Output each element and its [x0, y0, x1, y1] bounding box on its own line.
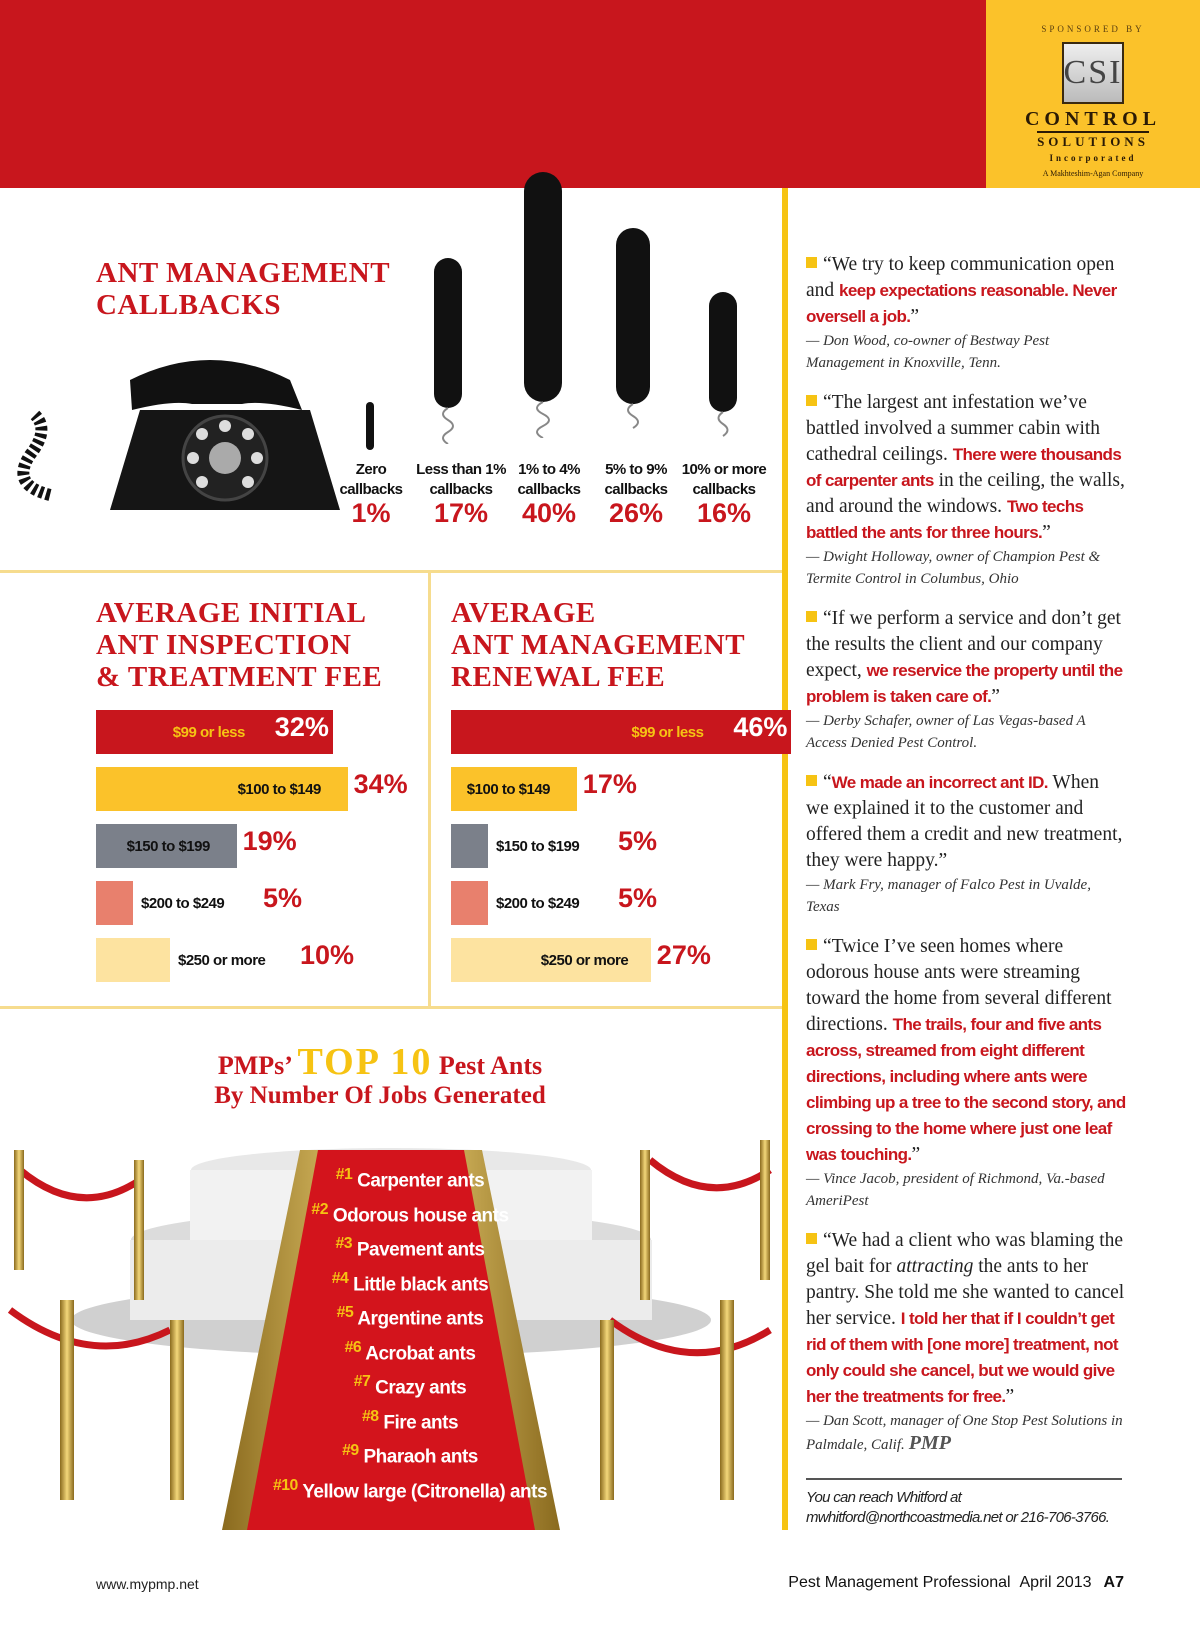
list-item: $^{\#3}$ Pavement ants: [335, 1235, 485, 1261]
quote-item: “We try to keep communication open and keep expectations reasonable. Never oversell a job.” — Don Wood, co-owner of Bestway Pest Management in Knoxville, Tenn.: [806, 252, 1126, 374]
callback-pct: 40%: [521, 498, 577, 528]
renewal_fee-bar-label: $250 or more: [540, 952, 629, 969]
inspection_fee-bar-pct: 10%: [300, 940, 355, 970]
header-banner: [0, 0, 986, 188]
callback-pct: 1%: [351, 498, 391, 528]
callback-label: 5% to 9% callbacks: [604, 461, 668, 498]
list-item: $^{\#5}$ Argentine ants: [336, 1304, 484, 1330]
section-divider: [428, 570, 431, 1006]
renewal_fee-bar-label: $200 to $249: [496, 895, 580, 912]
quote-attribution: — Mark Fry, manager of Falco Pest in Uvalde, Texas: [806, 877, 1091, 915]
renewal_fee-bar-pct: 5%: [618, 826, 658, 856]
list-item: $^{\#10}$ Yellow large (Citronella) ants: [272, 1476, 548, 1502]
inspection_fee-bar-label: $200 to $249: [141, 895, 225, 912]
renewal_fee-bar-pct: 5%: [618, 883, 658, 913]
bullet-square-icon: [806, 257, 817, 268]
quote-item: “If we perform a service and don’t get the results the client and our company expect, we reservice the property until the problem is taken care of.” — Derby Schafer, owner of Las Vegas-based A Access Denied Pest Control.: [806, 606, 1126, 754]
list-item: $^{\#9}$ Pharaoh ants: [342, 1442, 478, 1468]
column-divider: [782, 188, 788, 1530]
callback-label: Zero callbacks: [339, 461, 403, 498]
quote-attribution: — Derby Schafer, owner of Las Vegas-based A Access Denied Pest Control.: [806, 713, 1086, 751]
footer-publication: Pest Management Professional April 2013 A7: [788, 1574, 1124, 1591]
bullet-square-icon: [806, 775, 817, 786]
renewal_fee-bar-label: $99 or less: [631, 724, 704, 741]
list-item: $^{\#8}$ Fire ants: [361, 1407, 459, 1433]
handset-icon-10-or-more: [700, 288, 746, 438]
inspection_fee-bar: [96, 881, 133, 925]
renewal_fee-bar: [451, 824, 488, 868]
handset-icon-5-to-9: [606, 224, 660, 438]
handset-icon-zero: [360, 400, 380, 452]
sponsor-name-line1: CONTROL: [1024, 108, 1162, 130]
bullet-square-icon: [806, 611, 817, 622]
callback-label: 1% to 4% callbacks: [517, 461, 581, 498]
list-item: $^{\#6}$ Acrobat ants: [344, 1338, 476, 1364]
callbacks-title: ANT MANAGEMENT CALLBACKS: [96, 257, 391, 321]
inspection_fee-bar-pct: 5%: [263, 883, 303, 913]
quotes-column: [806, 252, 1126, 1472]
page-number: A7: [1103, 1574, 1124, 1591]
handset-icon-less-than-1: [424, 254, 472, 444]
quote-item: “We had a client who was blaming the gel bait for attracting the ants to her pantry. She told me she wanted to cancel her service. I told her that if I couldn’t get rid of them with [one more] treatment, not only could she cancel, but we would give her the treatments for free.” — Dan Scott, manager of One Stop Pest Solutions in Palmdale, Calif. PMP: [806, 1230, 1125, 1454]
handset-icon-1-to-4: [512, 168, 574, 438]
callback-label: Less than 1% callbacks: [416, 461, 506, 498]
list-item: $^{\#2}$ Odorous house ants: [311, 1200, 509, 1226]
bullet-square-icon: [806, 1233, 817, 1244]
renewal_fee-bar-label: $100 to $149: [466, 781, 551, 798]
quote-attribution: — Dan Scott, manager of One Stop Pest Solutions in Palmdale, Calif. PMP: [806, 1413, 1123, 1454]
list-item: $^{\#4}$ Little black ants: [331, 1269, 489, 1295]
contact-info: You can reach Whitford at mwhitford@northcoastmedia.net or 216-706-3766.: [806, 1489, 1110, 1526]
bullet-square-icon: [806, 395, 817, 406]
renewal_fee-bar-pct: 17%: [582, 769, 637, 799]
quote-attribution: — Vince Jacob, president of Richmond, Va.-based AmeriPest: [806, 1171, 1105, 1209]
callback-label: 10% or more callbacks: [681, 461, 767, 498]
inspection-fee-title: AVERAGE INITIAL ANT INSPECTION & TREATMENT FEE: [96, 597, 383, 693]
inspection_fee-bar-label: $150 to $199: [126, 838, 210, 855]
quote-item: “We made an incorrect ant ID. When we explained it to the customer and offered them a credit and new treatment, they were happy.” — Mark Fry, manager of Falco Pest in Uvalde, Texas: [806, 770, 1126, 918]
quote-attribution: — Dwight Holloway, owner of Champion Pest & Termite Control in Columbus, Ohio: [806, 549, 1101, 587]
callback-pct: 17%: [433, 498, 489, 528]
pmp-end-mark: PMP: [908, 1432, 951, 1454]
inspection_fee-bar-pct: 19%: [242, 826, 297, 856]
top10-title: PMPs’ TOP 10 Pest Ants By Number Of Jobs Generated: [100, 1040, 660, 1110]
callback-pct: 16%: [696, 498, 752, 528]
list-item: $^{\#1}$ Carpenter ants: [335, 1166, 485, 1192]
footer-url: www.mypmp.net: [96, 1576, 199, 1592]
renewal_fee-bar-label: $150 to $199: [496, 838, 580, 855]
top10-list: [250, 1158, 570, 1503]
section-divider: [0, 570, 782, 573]
contact-rule: [806, 1478, 1122, 1480]
bullet-square-icon: [806, 939, 817, 950]
sponsored-by-label: SPONSORED BY: [1041, 24, 1145, 34]
renewal_fee-bar: [451, 881, 488, 925]
quote-item: “The largest ant infestation we’ve battled involved a summer cabin with cathedral ceilings. There were thousands of carpenter ants in the ceiling, the walls, and around the windows. Two techs battled the ants for three hours.” — Dwight Holloway, owner of Champion Pest & Termite Control in Columbus, Ohio: [806, 390, 1126, 590]
inspection_fee-bar-label: $100 to $149: [237, 781, 321, 798]
renewal-fee-title: AVERAGE ANT MANAGEMENT RENEWAL FEE: [451, 597, 746, 693]
quote-item: “Twice I’ve seen homes where odorous house ants were streaming toward the home from several different directions. The trails, four and five ants across, streamed from eight different directions, including where ants were climbing up a tree to the second story, and crossing to the home where just one leaf was touching.” — Vince Jacob, president of Richmond, Va.-based AmeriPest: [806, 934, 1126, 1212]
inspection_fee-bar: [96, 938, 170, 982]
inspection_fee-bar-pct: 34%: [353, 769, 408, 799]
sponsor-name-line2: SOLUTIONS: [1037, 131, 1149, 150]
renewal_fee-bar-pct: 46%: [733, 712, 788, 742]
rotary-phone-illustration: [10, 340, 350, 520]
top10-subtitle: By Number Of Jobs Generated: [214, 1082, 546, 1109]
list-item: $^{\#7}$ Crazy ants: [353, 1373, 467, 1399]
sponsor-box: [986, 0, 1200, 188]
callback-pct: 26%: [608, 498, 664, 528]
quote-attribution: — Don Wood, co-owner of Bestway Pest Management in Knoxville, Tenn.: [806, 333, 1050, 371]
renewal_fee-bar-pct: 27%: [656, 940, 711, 970]
inspection_fee-bar-label: $99 or less: [172, 724, 245, 741]
sponsor-name-line3: Incorporated: [1049, 153, 1137, 163]
inspection_fee-bar-label: $250 or more: [178, 952, 266, 969]
csi-logo: CSI: [1062, 42, 1124, 104]
inspection_fee-bar-pct: 32%: [274, 712, 329, 742]
sponsor-tagline: A Makhteshim-Agan Company: [1042, 169, 1144, 178]
section-divider: [0, 1006, 782, 1009]
